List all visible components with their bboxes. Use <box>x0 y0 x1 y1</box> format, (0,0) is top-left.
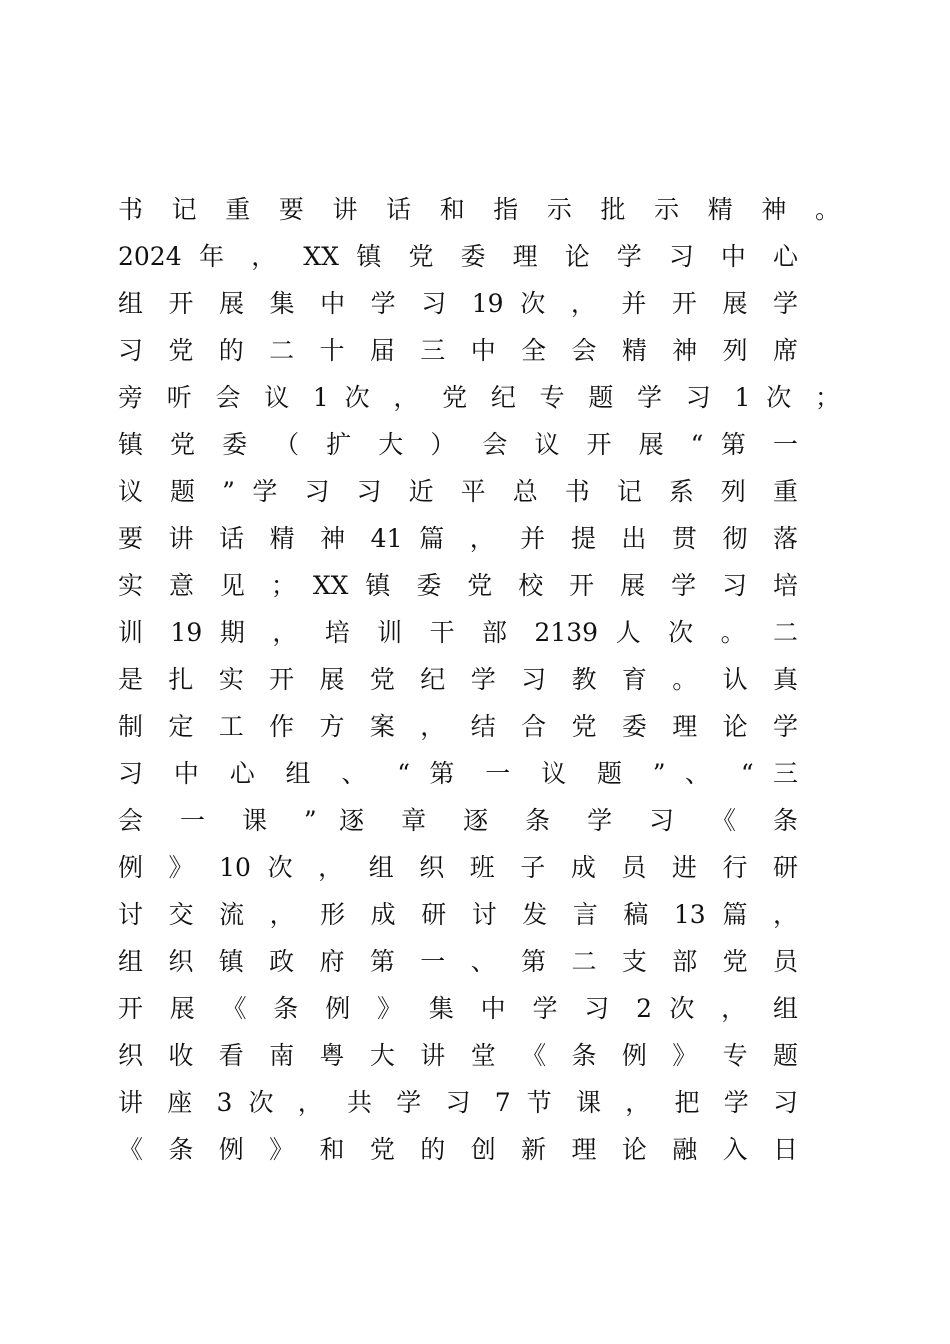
text-line: 讨 交 流 ， 形 成 研 讨 发 言 稿 13 篇 ， <box>118 900 798 929</box>
text-line: 镇 党 委 （ 扩 大 ） 会 议 开 展 “ 第 一 <box>118 430 798 459</box>
text-line: 实 意 见 ； XX 镇 委 党 校 开 展 学 习 培 <box>118 571 798 600</box>
text-line: 开 展 《 条 例 》 集 中 学 习 2 次 ， 组 <box>118 994 798 1023</box>
text-line: 制 定 工 作 方 案 ， 结 合 党 委 理 论 学 <box>118 712 798 741</box>
text-line: 是 扎 实 开 展 党 纪 学 习 教 育 。 认 真 <box>118 665 798 694</box>
text-line: 训 19 期 ， 培 训 干 部 2139 人 次 。 二 <box>118 618 798 647</box>
text-line: 习 党 的 二 十 届 三 中 全 会 精 神 列 席 <box>118 336 798 365</box>
text-line: 组 织 镇 政 府 第 一 、 第 二 支 部 党 员 <box>118 947 798 976</box>
text-line: 讲 座 3 次 ， 共 学 习 7 节 课 ， 把 学 习 <box>118 1088 798 1117</box>
text-line: 要 讲 话 精 神 41 篇 ， 并 提 出 贯 彻 落 <box>118 524 798 553</box>
text-line: 议 题 ” 学 习 习 近 平 总 书 记 系 列 重 <box>118 477 798 506</box>
text-line: 旁 听 会 议 1 次 ， 党 纪 专 题 学 习 1 次 ； <box>118 383 840 412</box>
text-line: 书 记 重 要 讲 话 和 指 示 批 示 精 神 。 <box>118 195 840 224</box>
text-line: 习 中 心 组 、 “ 第 一 议 题 ” 、 “ 三 <box>118 759 798 788</box>
text-line: 2024 年 ， XX 镇 党 委 理 论 学 习 中 心 <box>118 242 798 271</box>
body-text <box>118 186 840 1173</box>
text-line: 织 收 看 南 粤 大 讲 堂 《 条 例 》 专 题 <box>118 1041 798 1070</box>
text-line: 《 条 例 》 和 党 的 创 新 理 论 融 入 日 <box>118 1135 798 1164</box>
text-line: 会 一 课 ” 逐 章 逐 条 学 习 《 条 <box>118 806 798 835</box>
text-line: 例 》 10 次 ， 组 织 班 子 成 员 进 行 研 <box>118 853 798 882</box>
text-line: 组 开 展 集 中 学 习 19 次 ， 并 开 展 学 <box>118 289 798 318</box>
